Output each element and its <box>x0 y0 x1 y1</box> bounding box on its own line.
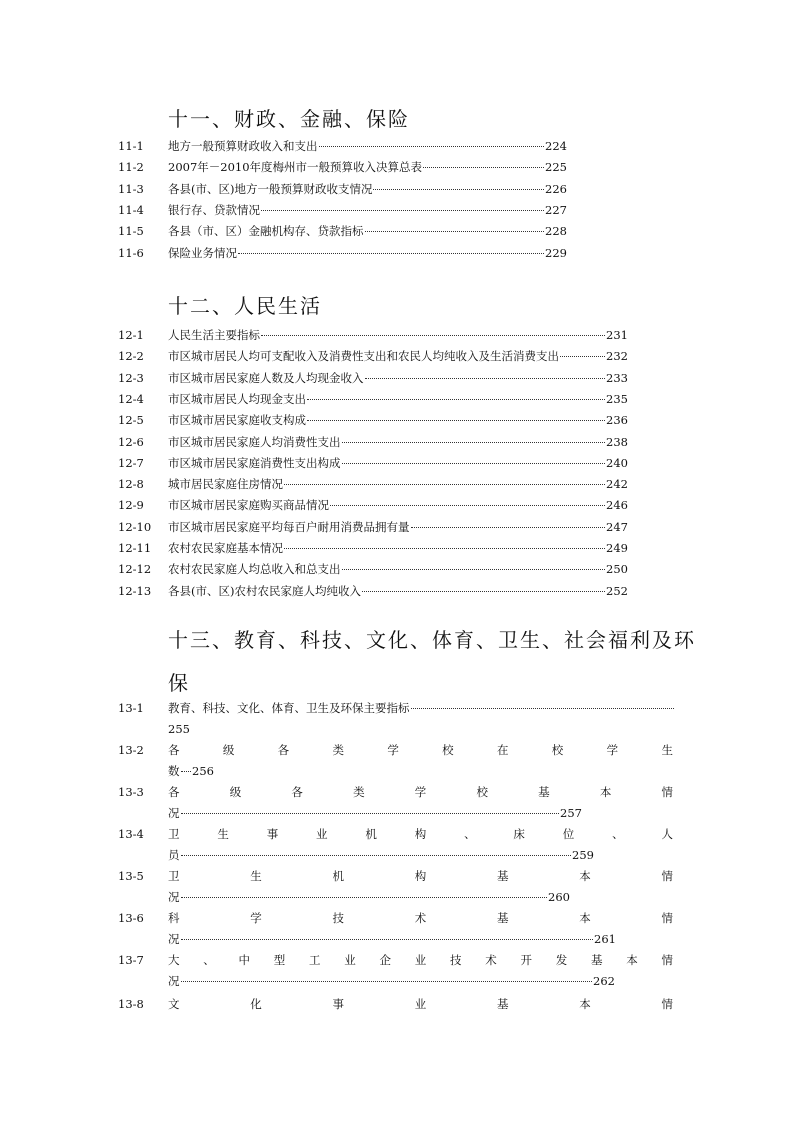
entry-page: 224 <box>545 139 567 153</box>
title-char: 本 <box>626 953 638 967</box>
entry-number-text: 13-3 <box>118 785 144 799</box>
entry-line <box>168 559 628 579</box>
entry-title: 2007年－2010年度梅州市一般预算收入决算总表 <box>168 160 423 175</box>
title-char: 卫 <box>168 827 180 841</box>
entry-page: 242 <box>606 477 628 492</box>
dot-leader <box>307 420 605 421</box>
title-char: 情 <box>661 953 673 967</box>
dot-leader <box>411 527 606 528</box>
title-char: 级 <box>229 785 242 799</box>
title-char: 技 <box>450 953 462 967</box>
title-char: 科 <box>168 911 180 925</box>
entry-title-end: 况 <box>168 890 180 904</box>
justified-title-line <box>168 908 673 928</box>
title-char: 事 <box>266 827 279 841</box>
entry-page: 247 <box>606 519 628 534</box>
dot-leader <box>373 189 544 190</box>
title-char: 构 <box>414 869 427 883</box>
entry-number: 12-10 <box>118 519 152 534</box>
dot-leader <box>307 399 605 400</box>
entry-line <box>168 221 567 241</box>
title-char: 情 <box>661 869 673 883</box>
title-char: 业 <box>414 997 427 1011</box>
entry-title: 市区城市居民家庭购买商品情况 <box>168 498 329 513</box>
title-char: 生 <box>250 869 262 883</box>
entry-page: 226 <box>545 181 567 196</box>
dot-leader <box>411 708 675 709</box>
title-char: 术 <box>485 953 497 967</box>
entry-title: 市区城市居民家庭平均每百户耐用消费品拥有量 <box>168 519 410 534</box>
entry-number: 12-12 <box>118 562 152 577</box>
title-char: 型 <box>273 953 286 967</box>
entry-title-end: 员 <box>168 848 180 862</box>
entry-line <box>168 929 616 949</box>
entry-line <box>168 971 615 991</box>
entry-title: 城市居民家庭住房情况 <box>168 477 283 492</box>
entry-number: 12-9 <box>118 498 144 513</box>
entry-number: 12-6 <box>118 434 144 449</box>
dot-leader <box>319 146 545 147</box>
title-char: 校 <box>442 743 454 757</box>
dot-leader <box>330 505 605 506</box>
entry-title: 市区城市居民家庭人数及人均现金收入 <box>168 370 364 385</box>
entry-title: 银行存、贷款情况 <box>168 202 260 217</box>
title-char: 学 <box>387 743 399 757</box>
dot-leader <box>342 463 606 464</box>
entry-title: 市区城市居民人均可支配收入及消费性支出和农民人均纯收入及生活消费支出 <box>168 349 559 364</box>
entry-line <box>168 887 570 907</box>
entry-title-end: 况 <box>168 974 180 988</box>
entry-line <box>168 761 214 781</box>
entry-number: 11-3 <box>118 181 144 196</box>
entry-title: 市区城市居民家庭人均消费性支出 <box>168 434 341 449</box>
dot-leader <box>284 548 605 549</box>
title-char: 机 <box>332 869 344 883</box>
entry-page: 257 <box>560 806 582 820</box>
entry-line <box>168 179 567 199</box>
title-char: 学 <box>250 911 262 925</box>
title-char: 发 <box>555 953 568 967</box>
entry-page: 233 <box>606 370 628 385</box>
entry-line <box>168 368 628 388</box>
dot-leader <box>365 231 545 232</box>
entry-number: 11-6 <box>118 245 144 260</box>
entry-number: 12-8 <box>118 477 144 492</box>
title-char: 中 <box>238 953 250 967</box>
title-char: 开 <box>520 953 532 967</box>
title-char: 构 <box>414 827 427 841</box>
title-char: 、 <box>203 953 215 967</box>
title-char: 文 <box>168 997 180 1011</box>
title-char: 事 <box>332 997 344 1011</box>
dot-leader <box>342 442 606 443</box>
entry-page: 256 <box>192 764 214 778</box>
entry-title: 地方一般预算财政收入和支出 <box>168 139 318 153</box>
dot-leader <box>181 855 572 856</box>
title-char: 大 <box>168 953 180 967</box>
entry-line <box>168 845 594 865</box>
entry-line <box>168 410 628 430</box>
entry-title: 各县(市、区)农村农民家庭人均纯收入 <box>168 583 361 598</box>
title-char: 各 <box>291 785 303 799</box>
entry-number-text: 13-4 <box>118 827 144 841</box>
dot-leader <box>261 210 544 211</box>
entry-page: 232 <box>606 349 628 364</box>
title-char: 、 <box>612 827 624 841</box>
entry-title: 市区城市居民家庭消费性支出构成 <box>168 455 341 470</box>
title-char: 类 <box>353 785 365 799</box>
title-char: 各 <box>277 743 290 757</box>
dot-leader <box>342 569 606 570</box>
entry-page: 240 <box>606 455 628 470</box>
title-char: 术 <box>414 911 427 925</box>
justified-title-line <box>168 824 673 844</box>
title-char: 级 <box>222 743 235 757</box>
entry-number: 12-13 <box>118 583 152 598</box>
title-char: 学 <box>414 785 427 799</box>
dot-leader <box>181 813 560 814</box>
entry-line <box>168 325 628 345</box>
entry-page: 259 <box>572 848 594 862</box>
entry-page: 238 <box>606 434 628 449</box>
title-char: 基 <box>497 869 509 883</box>
entry-number: 12-11 <box>118 541 152 555</box>
title-char: 生 <box>217 827 229 841</box>
entry-title: 各县(市、区)地方一般预算财政收支情况 <box>168 181 373 196</box>
dot-leader <box>560 356 605 357</box>
dot-leader <box>181 897 548 898</box>
title-char: 业 <box>414 953 427 967</box>
dot-leader <box>181 981 593 982</box>
entry-title: 教育、科技、文化、体育、卫生及环保主要指标 <box>168 701 410 715</box>
title-char: 床 <box>513 827 525 841</box>
entry-number-text: 13-5 <box>118 869 144 883</box>
entry-page: 261 <box>594 932 616 946</box>
entry-line <box>168 157 567 177</box>
entry-line <box>168 432 628 452</box>
entry-title-end: 况 <box>168 932 180 946</box>
entry-line <box>168 346 628 366</box>
entry-number-text: 13-8 <box>118 997 144 1011</box>
entry-title-end: 况 <box>168 806 180 820</box>
entry-title: 农村农民家庭人均总收入和总支出 <box>168 562 341 577</box>
entry-title: 保险业务情况 <box>168 245 237 260</box>
entry-number: 12-7 <box>118 455 144 470</box>
entry-page: 229 <box>545 245 567 260</box>
title-char: 各 <box>168 785 180 799</box>
entry-line <box>168 698 675 718</box>
title-char: 基 <box>591 953 603 967</box>
entry-page: 225 <box>545 160 567 175</box>
title-char: 情 <box>661 997 673 1011</box>
entry-line <box>168 136 567 156</box>
title-char: 本 <box>579 869 591 883</box>
entry-number: 11-5 <box>118 224 144 239</box>
title-char: 在 <box>496 743 509 757</box>
entry-number: 12-5 <box>118 413 144 428</box>
dot-leader <box>362 591 605 592</box>
entry-number-text: 13-2 <box>118 743 144 757</box>
title-char: 本 <box>579 997 591 1011</box>
title-char: 各 <box>168 743 180 757</box>
entry-title: 市区城市居民家庭收支构成 <box>168 413 306 428</box>
entry-line <box>168 474 628 494</box>
dot-leader <box>181 939 594 940</box>
entry-page-text: 255 <box>168 722 190 736</box>
entry-number: 12-3 <box>118 370 144 385</box>
entry-number-text: 13-7 <box>118 953 144 967</box>
entry-title: 人民生活主要指标 <box>168 328 260 342</box>
justified-title-line <box>168 994 673 1014</box>
title-char: 基 <box>497 997 509 1011</box>
title-char: 业 <box>344 953 356 967</box>
entry-line <box>168 495 628 515</box>
entry-number-text: 13-6 <box>118 911 144 925</box>
entry-title: 农村农民家庭基本情况 <box>168 541 283 555</box>
justified-title-line <box>168 740 673 760</box>
dot-leader <box>284 484 605 485</box>
entry-line <box>168 389 628 409</box>
title-char: 情 <box>661 785 673 799</box>
title-char: 基 <box>538 785 550 799</box>
section-12-heading: 十二、人民生活 <box>168 294 322 318</box>
justified-title-line <box>168 866 673 886</box>
entry-page: 227 <box>545 202 567 217</box>
title-char: 人 <box>661 827 673 841</box>
title-char: 企 <box>379 953 391 967</box>
title-char: 业 <box>316 827 328 841</box>
title-char: 本 <box>579 911 591 925</box>
title-char: 本 <box>599 785 612 799</box>
title-char: 、 <box>464 827 476 841</box>
title-char: 基 <box>497 911 509 925</box>
section-11-heading: 十一、财政、金融、保险 <box>168 107 410 131</box>
title-char: 校 <box>476 785 488 799</box>
entry-number: 12-4 <box>118 391 144 406</box>
section-13-heading-line1: 十三、教育、科技、文化、体育、卫生、社会福利及环 <box>168 628 696 652</box>
entry-number: 11-1 <box>118 139 144 153</box>
entry-number: 11-2 <box>118 160 144 175</box>
dot-leader <box>365 378 606 379</box>
dot-leader <box>181 771 192 772</box>
title-char: 生 <box>661 743 673 757</box>
entry-line <box>168 803 582 823</box>
entry-title-end: 数 <box>168 764 180 778</box>
entry-page: 249 <box>606 541 628 555</box>
entry-number: 11-4 <box>118 202 144 217</box>
title-char: 卫 <box>168 869 180 883</box>
entry-line <box>168 200 567 220</box>
entry-number: 12-1 <box>118 328 144 342</box>
entry-page: 250 <box>606 562 628 577</box>
entry-line <box>168 453 628 473</box>
justified-title-line <box>168 950 673 970</box>
entry-page: 231 <box>606 328 628 342</box>
justified-title-line <box>168 782 673 802</box>
title-char: 化 <box>250 997 262 1011</box>
entry-page: 262 <box>593 974 615 988</box>
entry-line <box>168 581 628 601</box>
title-char: 校 <box>551 743 564 757</box>
title-char: 技 <box>332 911 344 925</box>
dot-leader <box>238 253 544 254</box>
title-char: 情 <box>661 911 673 925</box>
entry-number-text: 13-1 <box>118 701 144 715</box>
entry-line <box>168 517 628 537</box>
entry-page: 236 <box>606 413 628 428</box>
title-char: 位 <box>562 827 575 841</box>
entry-page: 260 <box>548 890 570 904</box>
title-char: 学 <box>606 743 619 757</box>
dot-leader <box>423 167 544 168</box>
entry-title: 各县（市、区）金融机构存、贷款指标 <box>168 224 364 239</box>
entry-page: 235 <box>606 391 628 406</box>
title-char: 类 <box>332 743 344 757</box>
section-13-heading-line2: 保 <box>168 671 190 695</box>
title-char: 工 <box>309 953 321 967</box>
entry-title: 市区城市居民人均现金支出 <box>168 391 306 406</box>
entry-page: 252 <box>606 583 628 598</box>
title-char: 机 <box>365 827 377 841</box>
entry-page: 228 <box>545 224 567 239</box>
entry-line <box>168 243 567 263</box>
entry-number: 12-2 <box>118 349 144 364</box>
entry-page: 246 <box>606 498 628 513</box>
entry-line <box>168 538 628 558</box>
dot-leader <box>261 335 605 336</box>
